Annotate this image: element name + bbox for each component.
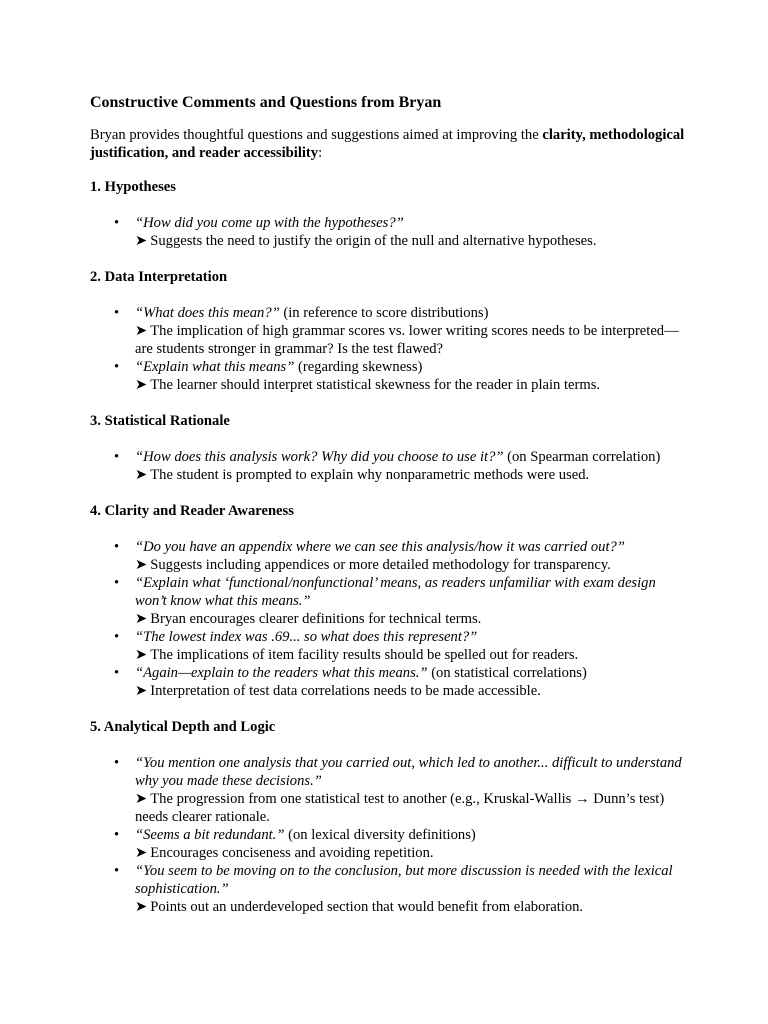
sections-container [90,178,690,916]
document-page [90,93,690,934]
comment-context: (on statistical correlations) [427,665,587,681]
comment-note: Suggests including appendices or more detailed methodology for transparency. [150,557,611,573]
bullet-icon: • [114,629,120,645]
arrow-icon: ➤ [135,791,148,807]
comment-list [90,538,690,700]
bullet-icon: • [114,359,120,375]
list-item [90,304,690,358]
list-item [90,448,690,484]
bullet-icon: • [114,863,120,879]
comment-note: The implication of high grammar scores vs. lower writing scores needs to be interpreted—are students stronger in grammar? Is the test flawed? [135,323,679,357]
comment-note: The progression from one statistical test to another (e.g., Kruskal-Wallis → Dunn’s test) needs clearer rationale. [135,791,665,825]
comment-quote: “Seems a bit redundant.” [135,827,285,843]
list-item [90,754,690,826]
section-heading: 3. Statistical Rationale [90,413,230,429]
arrow-icon: ➤ [135,233,148,249]
list-item [90,574,690,628]
page-title: Constructive Comments and Questions from Bryan [90,94,442,111]
arrow-icon: ➤ [135,377,148,393]
comment-list [90,754,690,916]
intro-text: Bryan provides thoughtful questions and suggestions aimed at improving the [90,127,543,143]
section-heading: 2. Data Interpretation [90,269,228,285]
arrow-icon: ➤ [135,899,148,915]
comment-quote: “How does this analysis work? Why did you choose to use it?” [135,449,504,465]
arrow-icon: ➤ [135,323,148,339]
bullet-icon: • [114,665,120,681]
comment-context: (in reference to score distributions) [279,305,489,321]
comment-note: Suggests the need to justify the origin of the null and alternative hypotheses. [150,233,597,249]
comment-list [90,214,690,250]
comment-quote: “Do you have an appendix where we can see this analysis/how it was carried out?” [135,539,625,555]
list-item [90,214,690,250]
arrow-icon: ➤ [135,611,148,627]
comment-note: Bryan encourages clearer definitions for technical terms. [150,611,482,627]
bullet-icon: • [114,449,120,465]
arrow-icon: ➤ [135,683,148,699]
comment-quote: “You seem to be moving on to the conclusion, but more discussion is needed with the lexical sophistication.” [135,863,673,897]
comment-note: The implications of item facility results should be spelled out for readers. [150,647,579,663]
list-item [90,826,690,862]
section-heading: 1. Hypotheses [90,179,176,195]
list-item [90,538,690,574]
intro-bold-text: clarity, methodological justification, and reader accessibility [90,127,685,161]
section-heading: 5. Analytical Depth and Logic [90,719,276,735]
list-item [90,358,690,394]
arrow-icon: ➤ [135,845,148,861]
comment-quote: “How did you come up with the hypotheses?” [135,215,404,231]
bullet-icon: • [114,575,120,591]
comment-quote: “Again—explain to the readers what this means.” [135,665,428,681]
comment-list [90,448,690,484]
comment-context: (on lexical diversity definitions) [284,827,476,843]
list-item [90,664,690,700]
comment-quote: “Explain what ‘functional/nonfunctional’ means, as readers unfamiliar with exam design won’t know what this means.” [135,575,656,609]
comment-quote: “Explain what this means” [135,359,295,375]
comment-context: (on Spearman correlation) [503,449,661,465]
comment-note: Encourages conciseness and avoiding repetition. [150,845,434,861]
intro-text-end: : [318,145,323,161]
bullet-icon: • [114,305,120,321]
comment-note: Interpretation of test data correlations needs to be made accessible. [150,683,541,699]
comment-quote: “What does this mean?” [135,305,280,321]
bullet-icon: • [114,215,120,231]
comment-note: The learner should interpret statistical skewness for the reader in plain terms. [150,377,601,393]
comment-note: The student is prompted to explain why nonparametric methods were used. [150,467,590,483]
list-item [90,862,690,916]
intro-paragraph [90,126,690,162]
comment-quote: “The lowest index was .69... so what does this represent?” [135,629,478,645]
section-heading: 4. Clarity and Reader Awareness [90,503,294,519]
bullet-icon: • [114,539,120,555]
bullet-icon: • [114,827,120,843]
arrow-icon: ➤ [135,467,148,483]
bullet-icon: • [114,755,120,771]
comment-note: Points out an underdeveloped section that would benefit from elaboration. [150,899,584,915]
arrow-icon: ➤ [135,557,148,573]
comment-quote: “You mention one analysis that you carried out, which led to another... difficult to understand why you made these decisions.” [135,755,682,789]
list-item [90,628,690,664]
arrow-icon: ➤ [135,647,148,663]
comment-context: (regarding skewness) [294,359,423,375]
comment-list [90,304,690,394]
